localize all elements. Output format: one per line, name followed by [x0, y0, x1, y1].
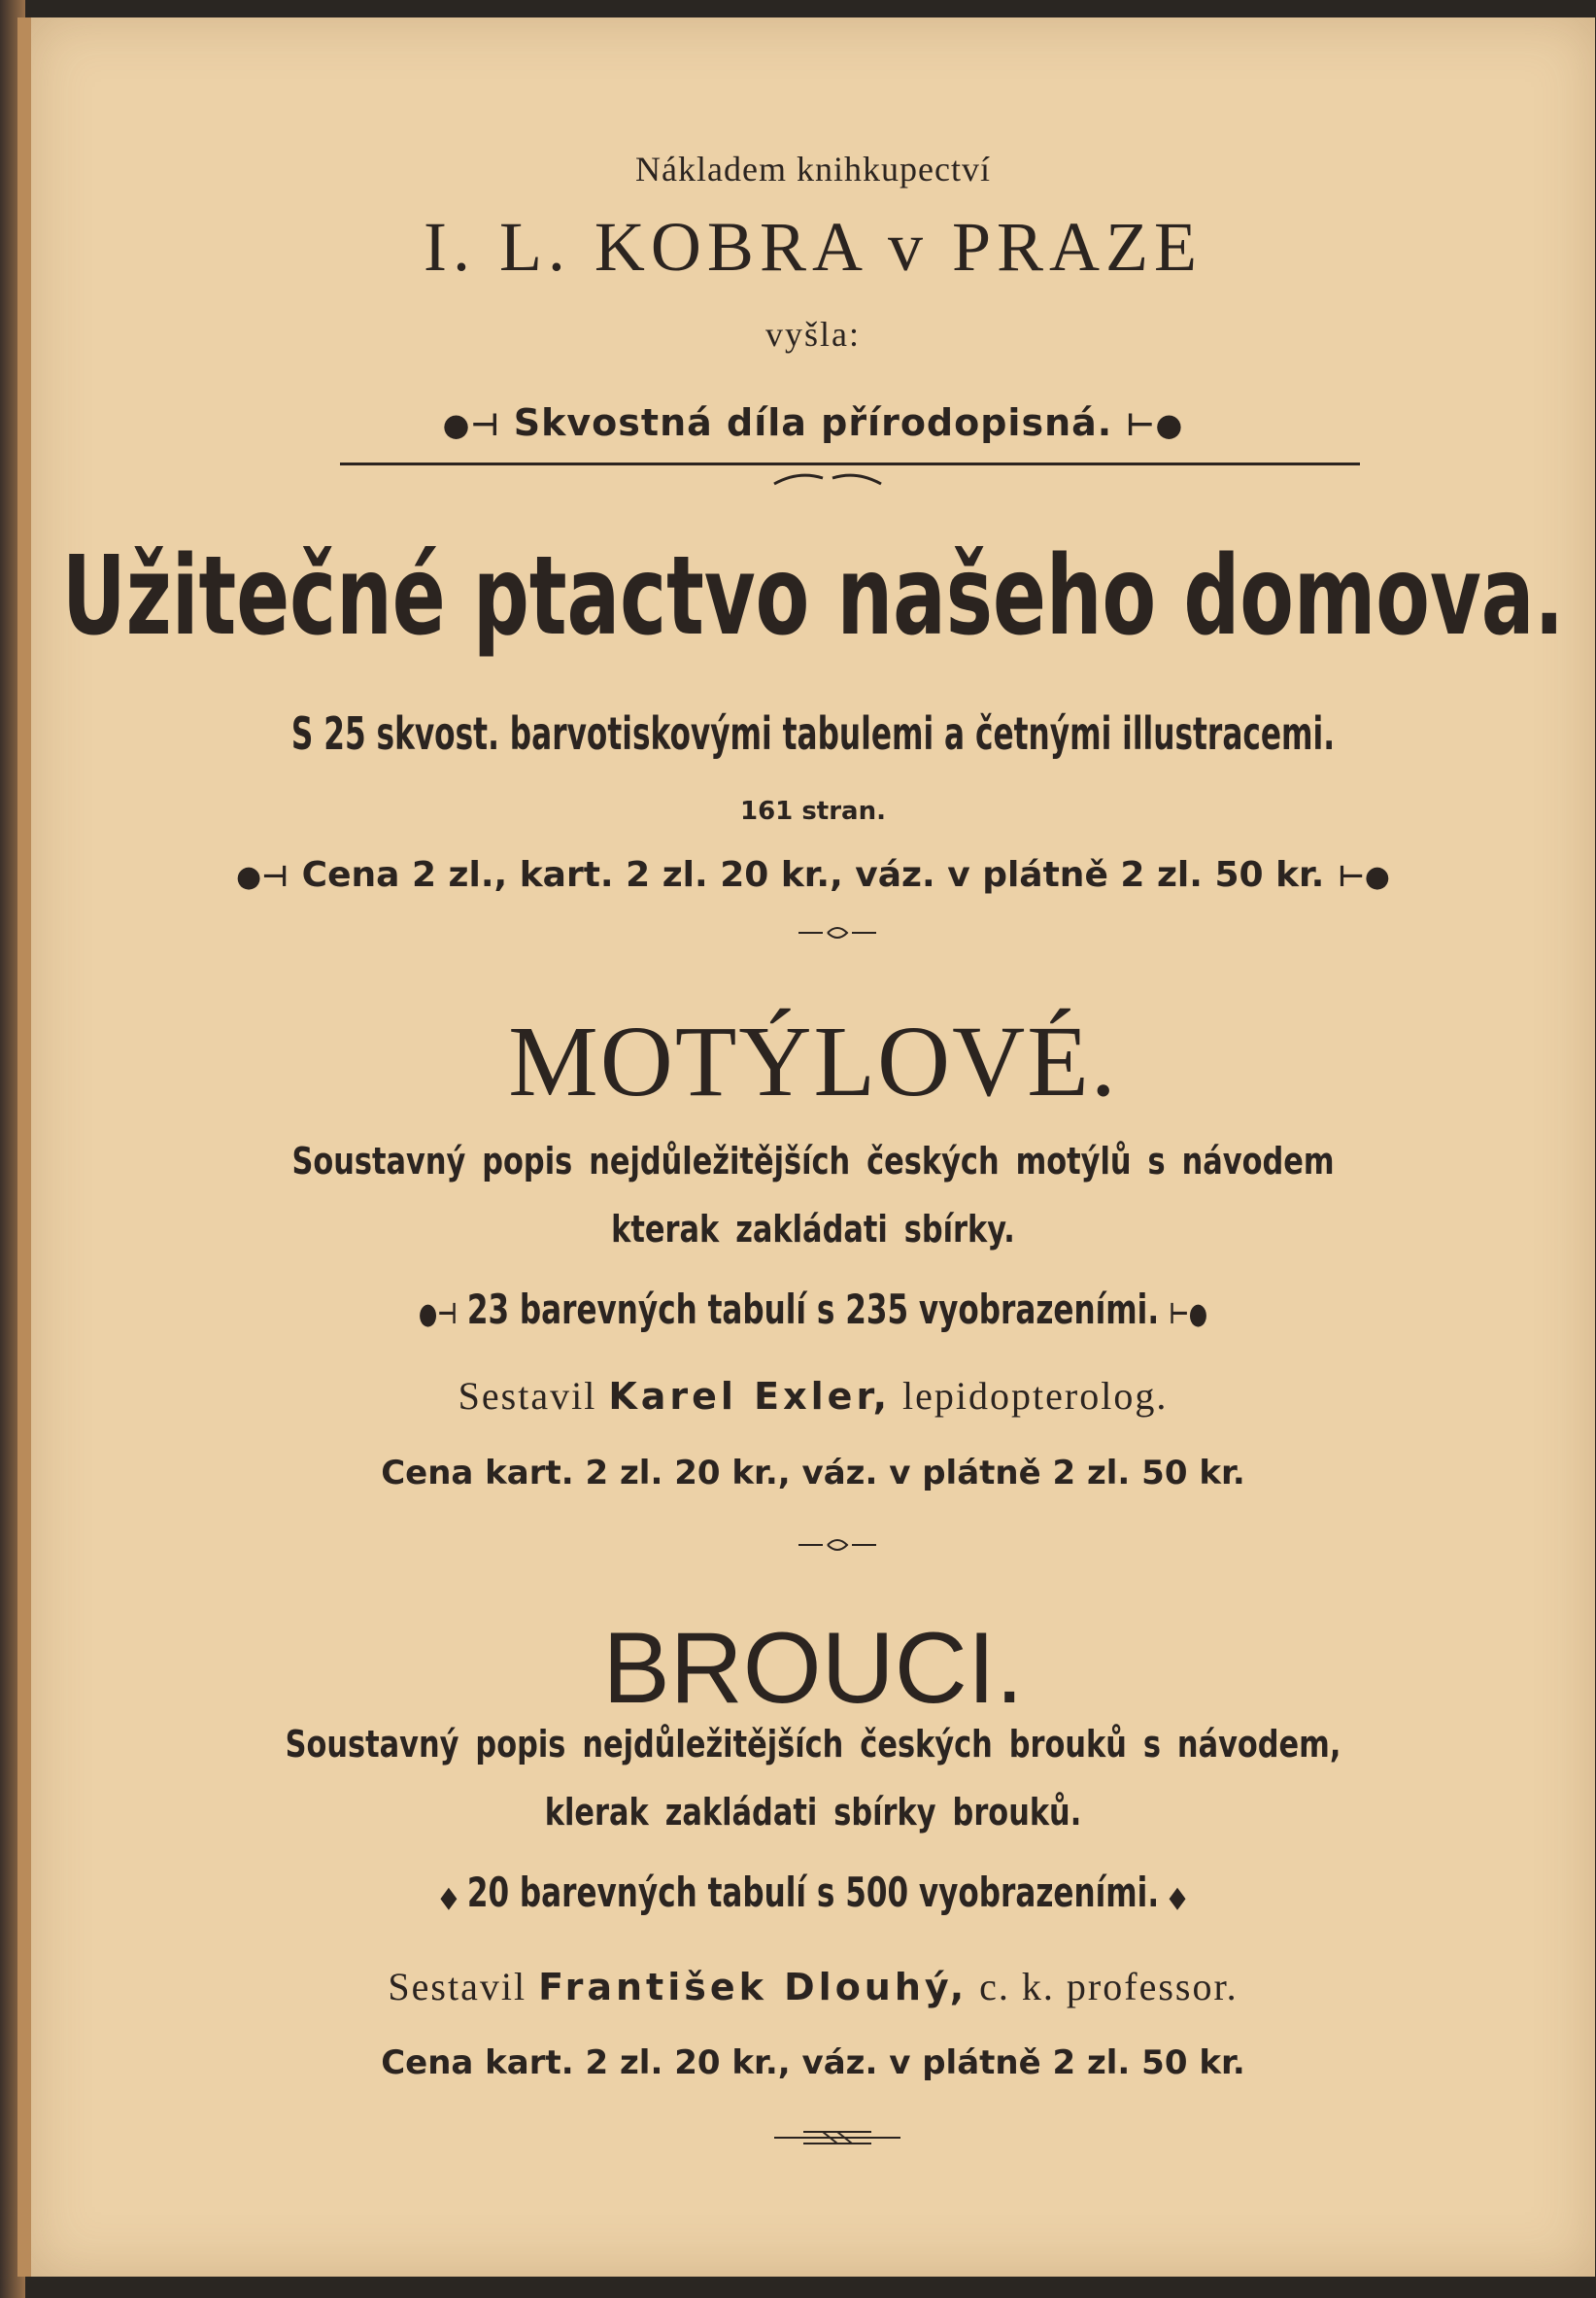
left-ornament-icon: ●⊣	[442, 406, 500, 443]
book1-title: Užitečné ptactvo našeho domova.	[61, 532, 1565, 661]
book1-pages: 161 stran.	[740, 797, 886, 826]
book3-desc-line1: Soustavný popis nejdůležitějších českých brouků s návodem,	[285, 1723, 1341, 1766]
author-suffix: lepidopterolog.	[902, 1374, 1169, 1418]
published-label: vyšla:	[765, 315, 861, 354]
publisher-name: I. L. KOBRA v PRAZE	[423, 208, 1204, 286]
book3-desc-line2: klerak zakládati sbírky brouků.	[544, 1791, 1082, 1834]
author-prefix: Sestavil	[458, 1374, 597, 1418]
end-flourish-icon	[764, 2126, 910, 2149]
right-ornament-icon: ⊢●	[1338, 860, 1390, 894]
publisher-note: Nákladem knihkupectví	[635, 150, 991, 189]
book2-plates-line	[234, 1286, 1391, 1333]
author-name: Karel Exler,	[608, 1375, 892, 1418]
book3-plates: 20 barevných tabulí s 500 vyobrazeními.	[466, 1869, 1160, 1916]
left-ornament-icon: ●⊣	[236, 860, 289, 894]
series-heading	[31, 401, 1595, 444]
flourish-icon	[769, 466, 886, 490]
author-suffix: c. k. professor.	[979, 1965, 1239, 2008]
book2-title: MOTÝLOVÉ.	[508, 1006, 1118, 1117]
section-rule	[340, 463, 1360, 465]
left-ornament-icon: ◆	[440, 1880, 458, 1914]
book1-subtitle: S 25 skvost. barvotiskovými tabulemi a četnými illustracemi.	[290, 708, 1336, 761]
author-prefix: Sestavil	[388, 1965, 527, 2008]
book2-plates: 23 barevných tabulí s 235 vyobrazeními.	[466, 1286, 1160, 1333]
book1-price: Cena 2 zl., kart. 2 zl. 20 kr., váz. v plátně 2 zl. 50 kr.	[301, 855, 1325, 895]
book2-price: Cena kart. 2 zl. 20 kr., váz. v plátně 2 zl. 50 kr.	[381, 1454, 1245, 1492]
book2-author	[31, 1373, 1595, 1419]
divider-flourish-icon	[789, 921, 886, 944]
book-page	[17, 17, 1595, 2277]
book3-plates-line	[234, 1869, 1391, 1916]
right-ornament-icon: ⊢●	[1126, 406, 1184, 443]
book1-price-line	[31, 855, 1595, 895]
book3-title: BROUCI.	[602, 1612, 1024, 1725]
divider-flourish-icon	[789, 1533, 886, 1557]
right-ornament-icon: ◆	[1169, 1880, 1186, 1914]
right-ornament-icon: ⊢●	[1169, 1297, 1208, 1331]
book2-desc-line2: kterak zakládati sbírky.	[611, 1208, 1015, 1251]
left-ornament-icon: ●⊣	[418, 1297, 458, 1331]
book3-price: Cena kart. 2 zl. 20 kr., váz. v plátně 2 zl. 50 kr.	[381, 2043, 1245, 2082]
author-name: František Dlouhý,	[538, 1966, 968, 2008]
series-title: Skvostná díla přírodopisná.	[513, 401, 1113, 444]
book3-author	[31, 1964, 1595, 2009]
book2-desc-line1: Soustavný popis nejdůležitějších českých motýlů s návodem	[291, 1140, 1335, 1183]
